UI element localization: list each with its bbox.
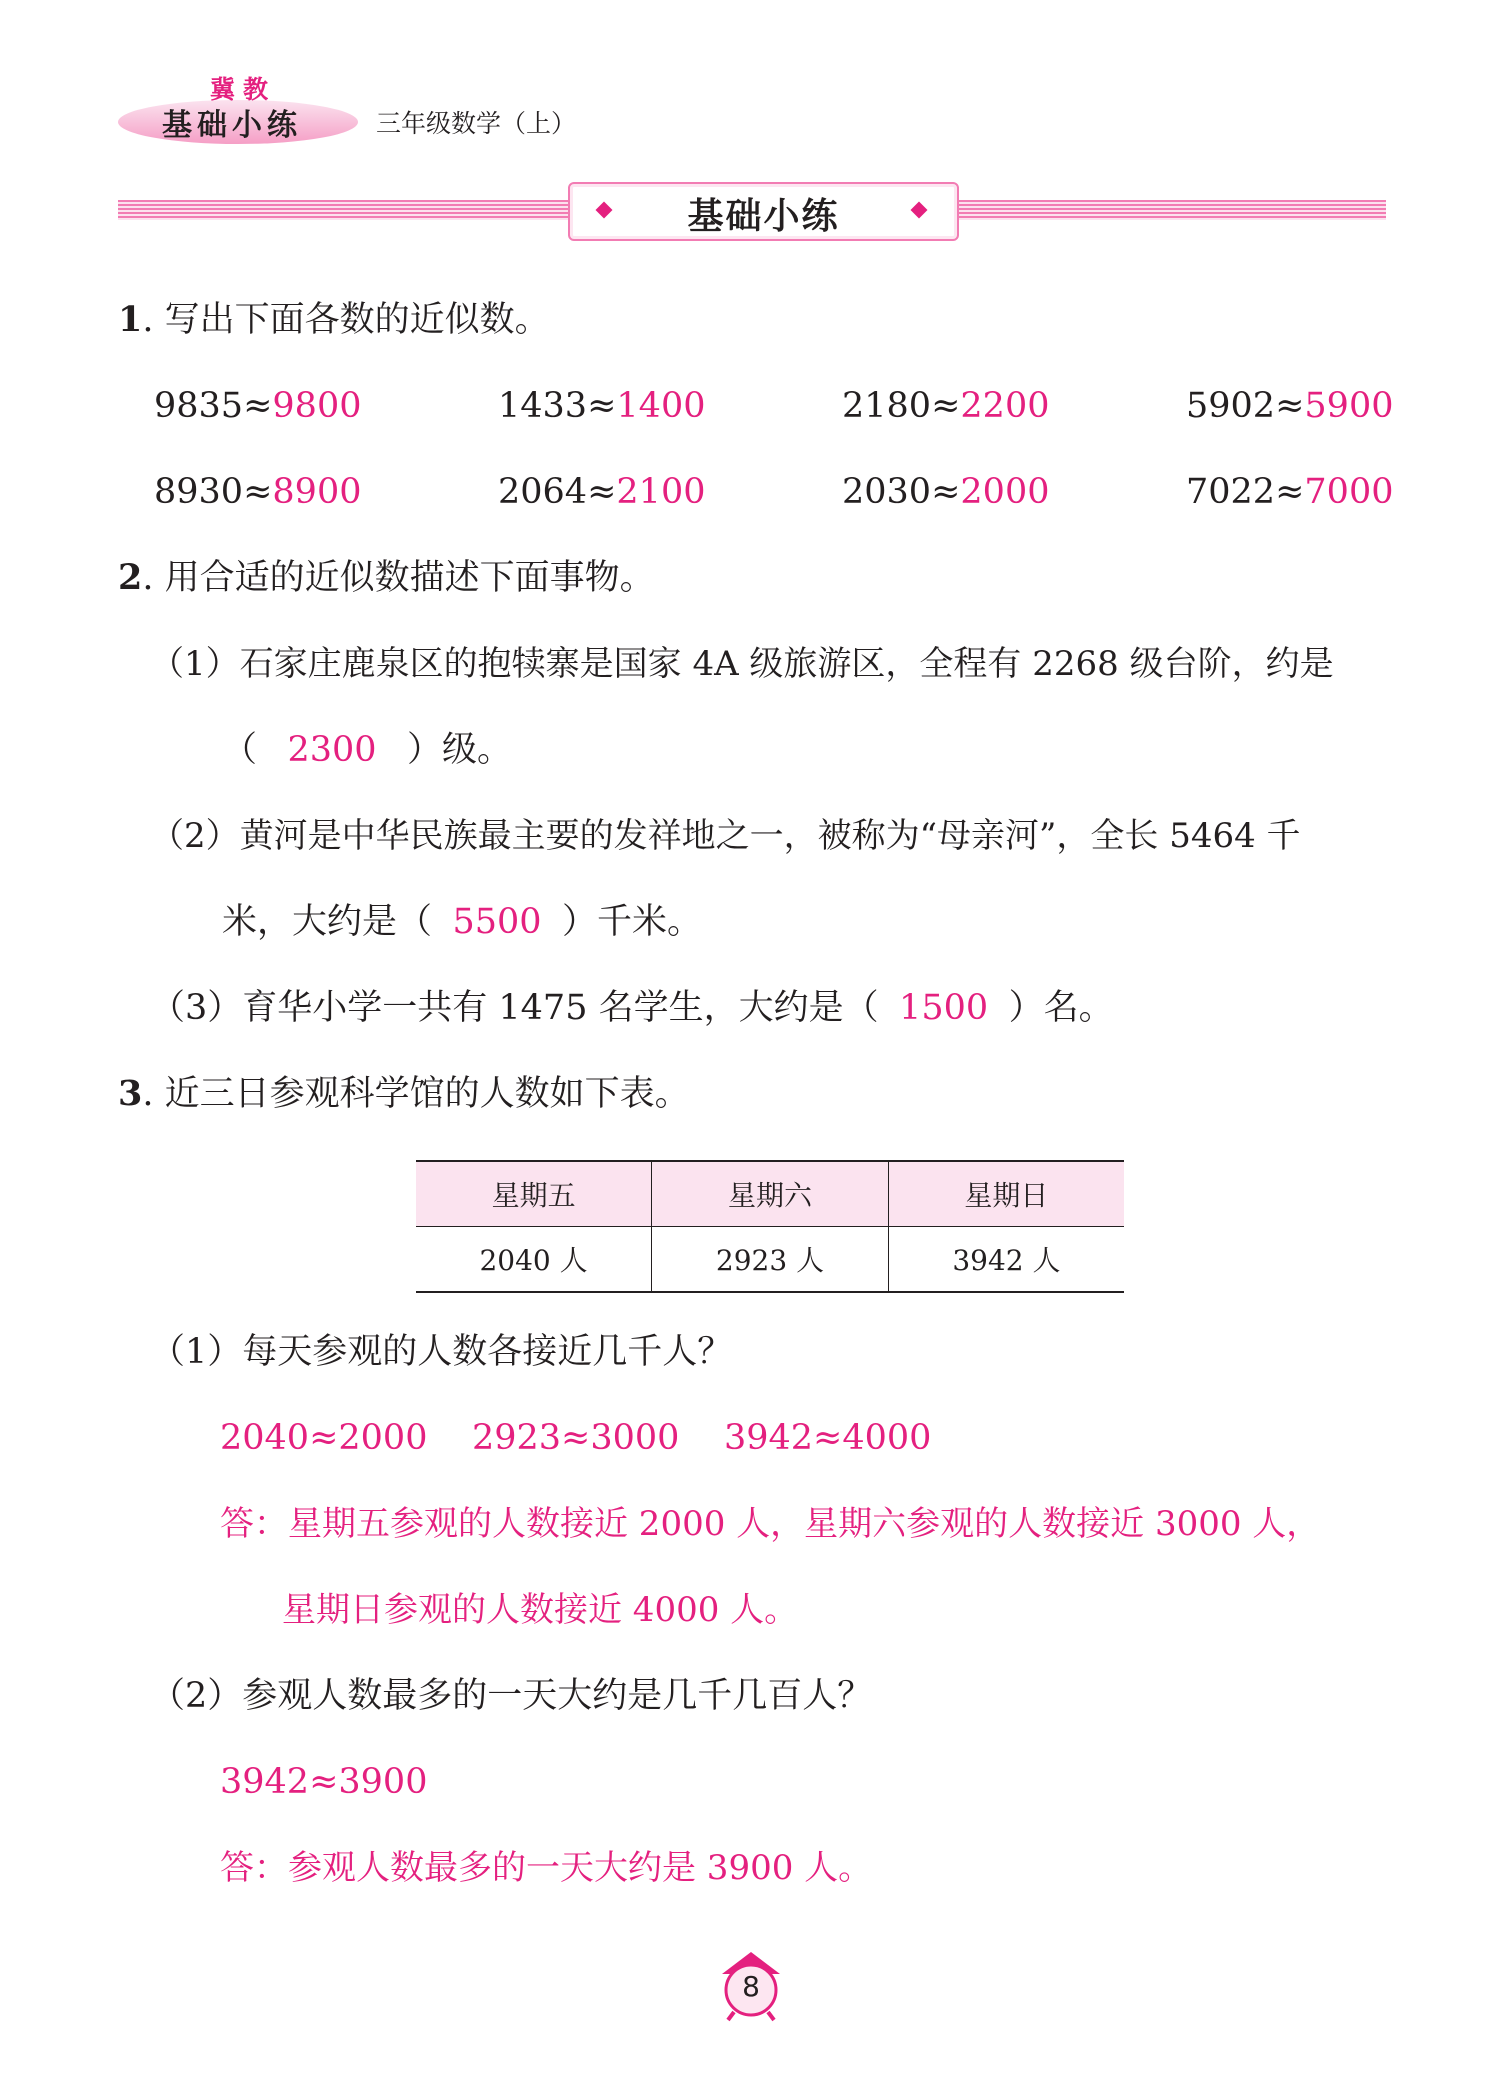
- table-cell: 3942 人: [888, 1227, 1124, 1293]
- table-cell: 2923 人: [652, 1227, 889, 1293]
- table-header-cell: 星期日: [888, 1161, 1124, 1227]
- sub-question-1: （1）每天参观的人数各接近几千人？: [150, 1332, 733, 1372]
- answer: 1500: [899, 988, 989, 1028]
- question-1-title: [118, 298, 550, 342]
- sub-question-1: （1）石家庄鹿泉区的抱犊寨是国家 4A 级旅游区，全程有 2268 级台阶，约是: [150, 644, 1334, 684]
- answer-text: 答：星期五参观的人数接近 2000 人，星期六参观的人数接近 3000 人，: [220, 1504, 1321, 1544]
- answer-text: 星期日参观的人数接近 4000 人。: [282, 1590, 799, 1630]
- answer: 7000: [1304, 472, 1394, 512]
- table-row: [416, 1227, 1124, 1293]
- sub-question-1-blank: （ 2300 ）级。: [222, 730, 513, 770]
- series-label: 基础小练: [162, 108, 302, 143]
- approx-item: 5902≈5900: [1186, 386, 1394, 426]
- approx-item: 2030≈2000: [842, 472, 1050, 512]
- sub-question-2: （2）参观人数最多的一天大约是几千几百人？: [150, 1676, 873, 1716]
- question-text: . 近三日参观科学馆的人数如下表。: [142, 1074, 690, 1114]
- approx-item: 2064≈2100: [498, 472, 706, 512]
- sub-question-3: （3）育华小学一共有 1475 名学生，大约是（ 1500 ）名。: [150, 988, 1114, 1028]
- publisher-label: 冀教: [210, 75, 277, 104]
- answer: 2100: [616, 472, 706, 512]
- section-title: 基础小练: [687, 196, 840, 237]
- answer-text: 答：参观人数最多的一天大约是 3900 人。: [220, 1848, 873, 1888]
- answer: 5900: [1304, 386, 1394, 426]
- question-number: 2: [118, 557, 143, 598]
- question-number: 1: [118, 299, 143, 340]
- sub-question-2: （2）黄河是中华民族最主要的发祥地之一，被称为“母亲河”，全长 5464 千: [150, 816, 1301, 856]
- answer: 5500: [452, 902, 542, 942]
- answer: 1400: [616, 386, 706, 426]
- visitor-table: [416, 1160, 1124, 1293]
- calculation: 2040≈2000 2923≈3000 3942≈4000: [220, 1418, 932, 1458]
- calculation: 3942≈3900: [220, 1762, 428, 1802]
- approx-item: 7022≈7000: [1186, 472, 1394, 512]
- table-header-row: [416, 1161, 1124, 1227]
- question-2-title: [118, 556, 655, 600]
- page-number: 8: [742, 1970, 760, 2003]
- grade-label: 三年级数学（上）: [376, 109, 577, 138]
- answer: 8900: [272, 472, 362, 512]
- question-text: . 用合适的近似数描述下面事物。: [142, 558, 655, 598]
- table-header-cell: 星期五: [416, 1161, 652, 1227]
- answer: 2000: [960, 472, 1050, 512]
- question-number: 3: [118, 1073, 143, 1114]
- approx-item: 1433≈1400: [498, 386, 706, 426]
- question-3-title: [118, 1072, 690, 1116]
- answer: 9800: [272, 386, 362, 426]
- answer: 2200: [960, 386, 1050, 426]
- table-cell: 2040 人: [479, 1244, 588, 1277]
- question-text: . 写出下面各数的近似数。: [142, 300, 550, 340]
- sub-question-2-blank: 米，大约是（ 5500 ）千米。: [222, 902, 703, 942]
- approx-item: 8930≈8900: [154, 472, 362, 512]
- table-header-cell: 星期六: [652, 1161, 889, 1227]
- answer: 2300: [287, 730, 377, 770]
- approx-item: 2180≈2200: [842, 386, 1050, 426]
- approx-item: 9835≈9800: [154, 386, 362, 426]
